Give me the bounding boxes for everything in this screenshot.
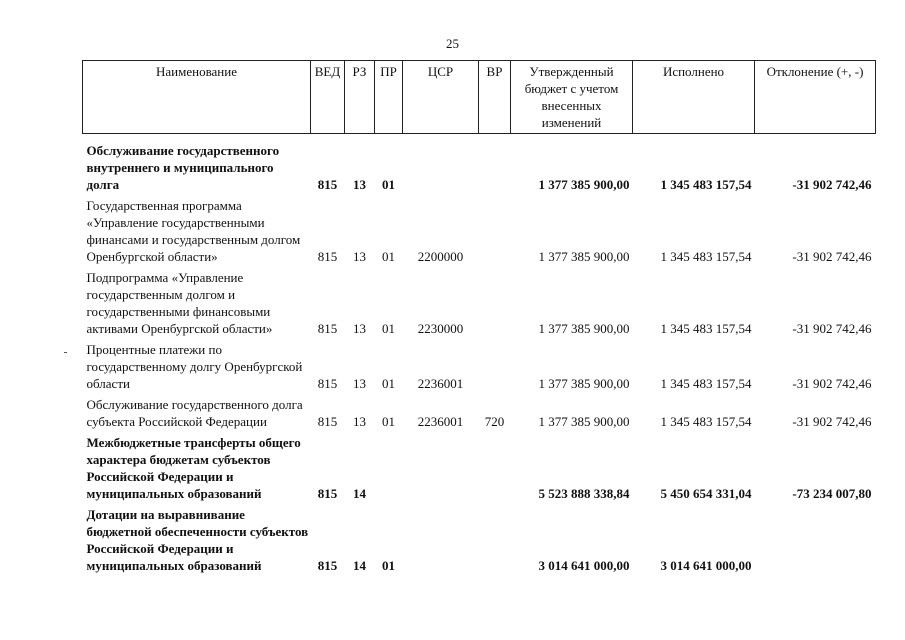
table-header xyxy=(83,61,876,134)
name-cell: Государственная программа «Управление государственными финансами и государственным долгом Оренбургской области» xyxy=(86,198,301,264)
ved-cell: 815 xyxy=(317,177,338,192)
vr-cell: 720 xyxy=(484,414,505,429)
pr-cell xyxy=(375,430,403,502)
pr-cell: 01 xyxy=(382,177,395,192)
table-row xyxy=(83,134,876,194)
rz-cell: 13 xyxy=(353,177,366,192)
executed-cell: 1 345 483 157,54 xyxy=(660,376,752,391)
pr-cell: 01 xyxy=(382,249,395,264)
ved-cell: 815 xyxy=(317,249,338,264)
deviation-cell xyxy=(755,502,876,574)
name-cell: Обслуживание государственного внутреннего и муниципального долга xyxy=(86,143,280,192)
deviation-cell: -31 902 742,46 xyxy=(792,249,872,264)
rz-cell: 14 xyxy=(353,486,366,501)
executed-cell: 1 345 483 157,54 xyxy=(660,249,752,264)
approved-cell: 1 377 385 900,00 xyxy=(538,376,630,391)
ved-cell: 815 xyxy=(317,376,338,391)
header-approved-budget: Утвержденный бюджет с учетом внесенных изменений xyxy=(511,61,633,134)
deviation-cell: -31 902 742,46 xyxy=(792,414,872,429)
table-row xyxy=(83,502,876,574)
ved-cell: 815 xyxy=(317,486,338,501)
table-row xyxy=(83,337,876,392)
pr-cell: 01 xyxy=(382,414,395,429)
vr-cell xyxy=(479,265,511,337)
deviation-cell: -31 902 742,46 xyxy=(792,376,872,391)
name-cell: Обслуживание государственного долга субъекта Российской Федерации xyxy=(86,397,303,429)
header-deviation: Отклонение (+, -) xyxy=(755,61,876,134)
table-body xyxy=(83,134,876,575)
margin-mark xyxy=(64,352,67,353)
name-cell: Межбюджетные трансферты общего характера бюджетам субъектов Российской Федерации и муниципальных образований xyxy=(86,435,301,501)
header-csr: ЦСР xyxy=(403,61,479,134)
executed-cell: 1 345 483 157,54 xyxy=(660,177,752,192)
page-number: 25 xyxy=(446,36,459,51)
vr-cell xyxy=(479,502,511,574)
ved-cell: 815 xyxy=(317,414,338,429)
vr-cell xyxy=(479,337,511,392)
approved-cell: 5 523 888 338,84 xyxy=(538,486,630,501)
csr-cell xyxy=(403,134,479,194)
approved-cell: 1 377 385 900,00 xyxy=(538,414,630,429)
pr-cell: 01 xyxy=(382,321,395,336)
approved-cell: 1 377 385 900,00 xyxy=(538,177,630,192)
header-name: Наименование xyxy=(83,61,311,134)
header-rz: РЗ xyxy=(345,61,375,134)
pr-cell: 01 xyxy=(382,376,395,391)
header-ved: ВЕД xyxy=(311,61,345,134)
deviation-cell: -73 234 007,80 xyxy=(792,486,872,501)
csr-cell xyxy=(403,502,479,574)
ved-cell: 815 xyxy=(317,321,338,336)
deviation-cell: -31 902 742,46 xyxy=(792,321,872,336)
name-cell: Подпрограмма «Управление государственным долгом и государственными финансовыми активами Оренбургской области» xyxy=(86,270,273,336)
table-row xyxy=(83,430,876,502)
rz-cell: 13 xyxy=(353,376,366,391)
name-cell: Процентные платежи по государственному долгу Оренбургской области xyxy=(86,342,303,391)
csr-cell xyxy=(403,430,479,502)
header-pr: ПР xyxy=(375,61,403,134)
vr-cell xyxy=(479,193,511,265)
csr-cell: 2200000 xyxy=(417,249,464,264)
approved-cell: 1 377 385 900,00 xyxy=(538,249,630,264)
approved-cell: 3 014 641 000,00 xyxy=(538,558,630,573)
table-row xyxy=(83,193,876,265)
vr-cell xyxy=(479,134,511,194)
ved-cell: 815 xyxy=(317,558,338,573)
rz-cell: 13 xyxy=(353,321,366,336)
table-row xyxy=(83,392,876,430)
executed-cell: 1 345 483 157,54 xyxy=(660,414,752,429)
executed-cell: 1 345 483 157,54 xyxy=(660,321,752,336)
table-row xyxy=(83,265,876,337)
budget-execution-table xyxy=(82,60,876,574)
name-cell: Дотации на выравнивание бюджетной обеспеченности субъектов Российской Федерации и муниципальных образований xyxy=(86,507,309,573)
vr-cell xyxy=(479,430,511,502)
csr-cell: 2236001 xyxy=(417,376,464,391)
executed-cell: 5 450 654 331,04 xyxy=(660,486,752,501)
header-executed: Исполнено xyxy=(633,61,755,134)
csr-cell: 2236001 xyxy=(417,414,464,429)
rz-cell: 13 xyxy=(353,414,366,429)
approved-cell: 1 377 385 900,00 xyxy=(538,321,630,336)
rz-cell: 14 xyxy=(353,558,366,573)
rz-cell: 13 xyxy=(353,249,366,264)
header-row xyxy=(83,61,876,134)
pr-cell: 01 xyxy=(382,558,395,573)
executed-cell: 3 014 641 000,00 xyxy=(660,558,752,573)
header-vr: ВР xyxy=(479,61,511,134)
csr-cell: 2230000 xyxy=(417,321,464,336)
deviation-cell: -31 902 742,46 xyxy=(792,177,872,192)
